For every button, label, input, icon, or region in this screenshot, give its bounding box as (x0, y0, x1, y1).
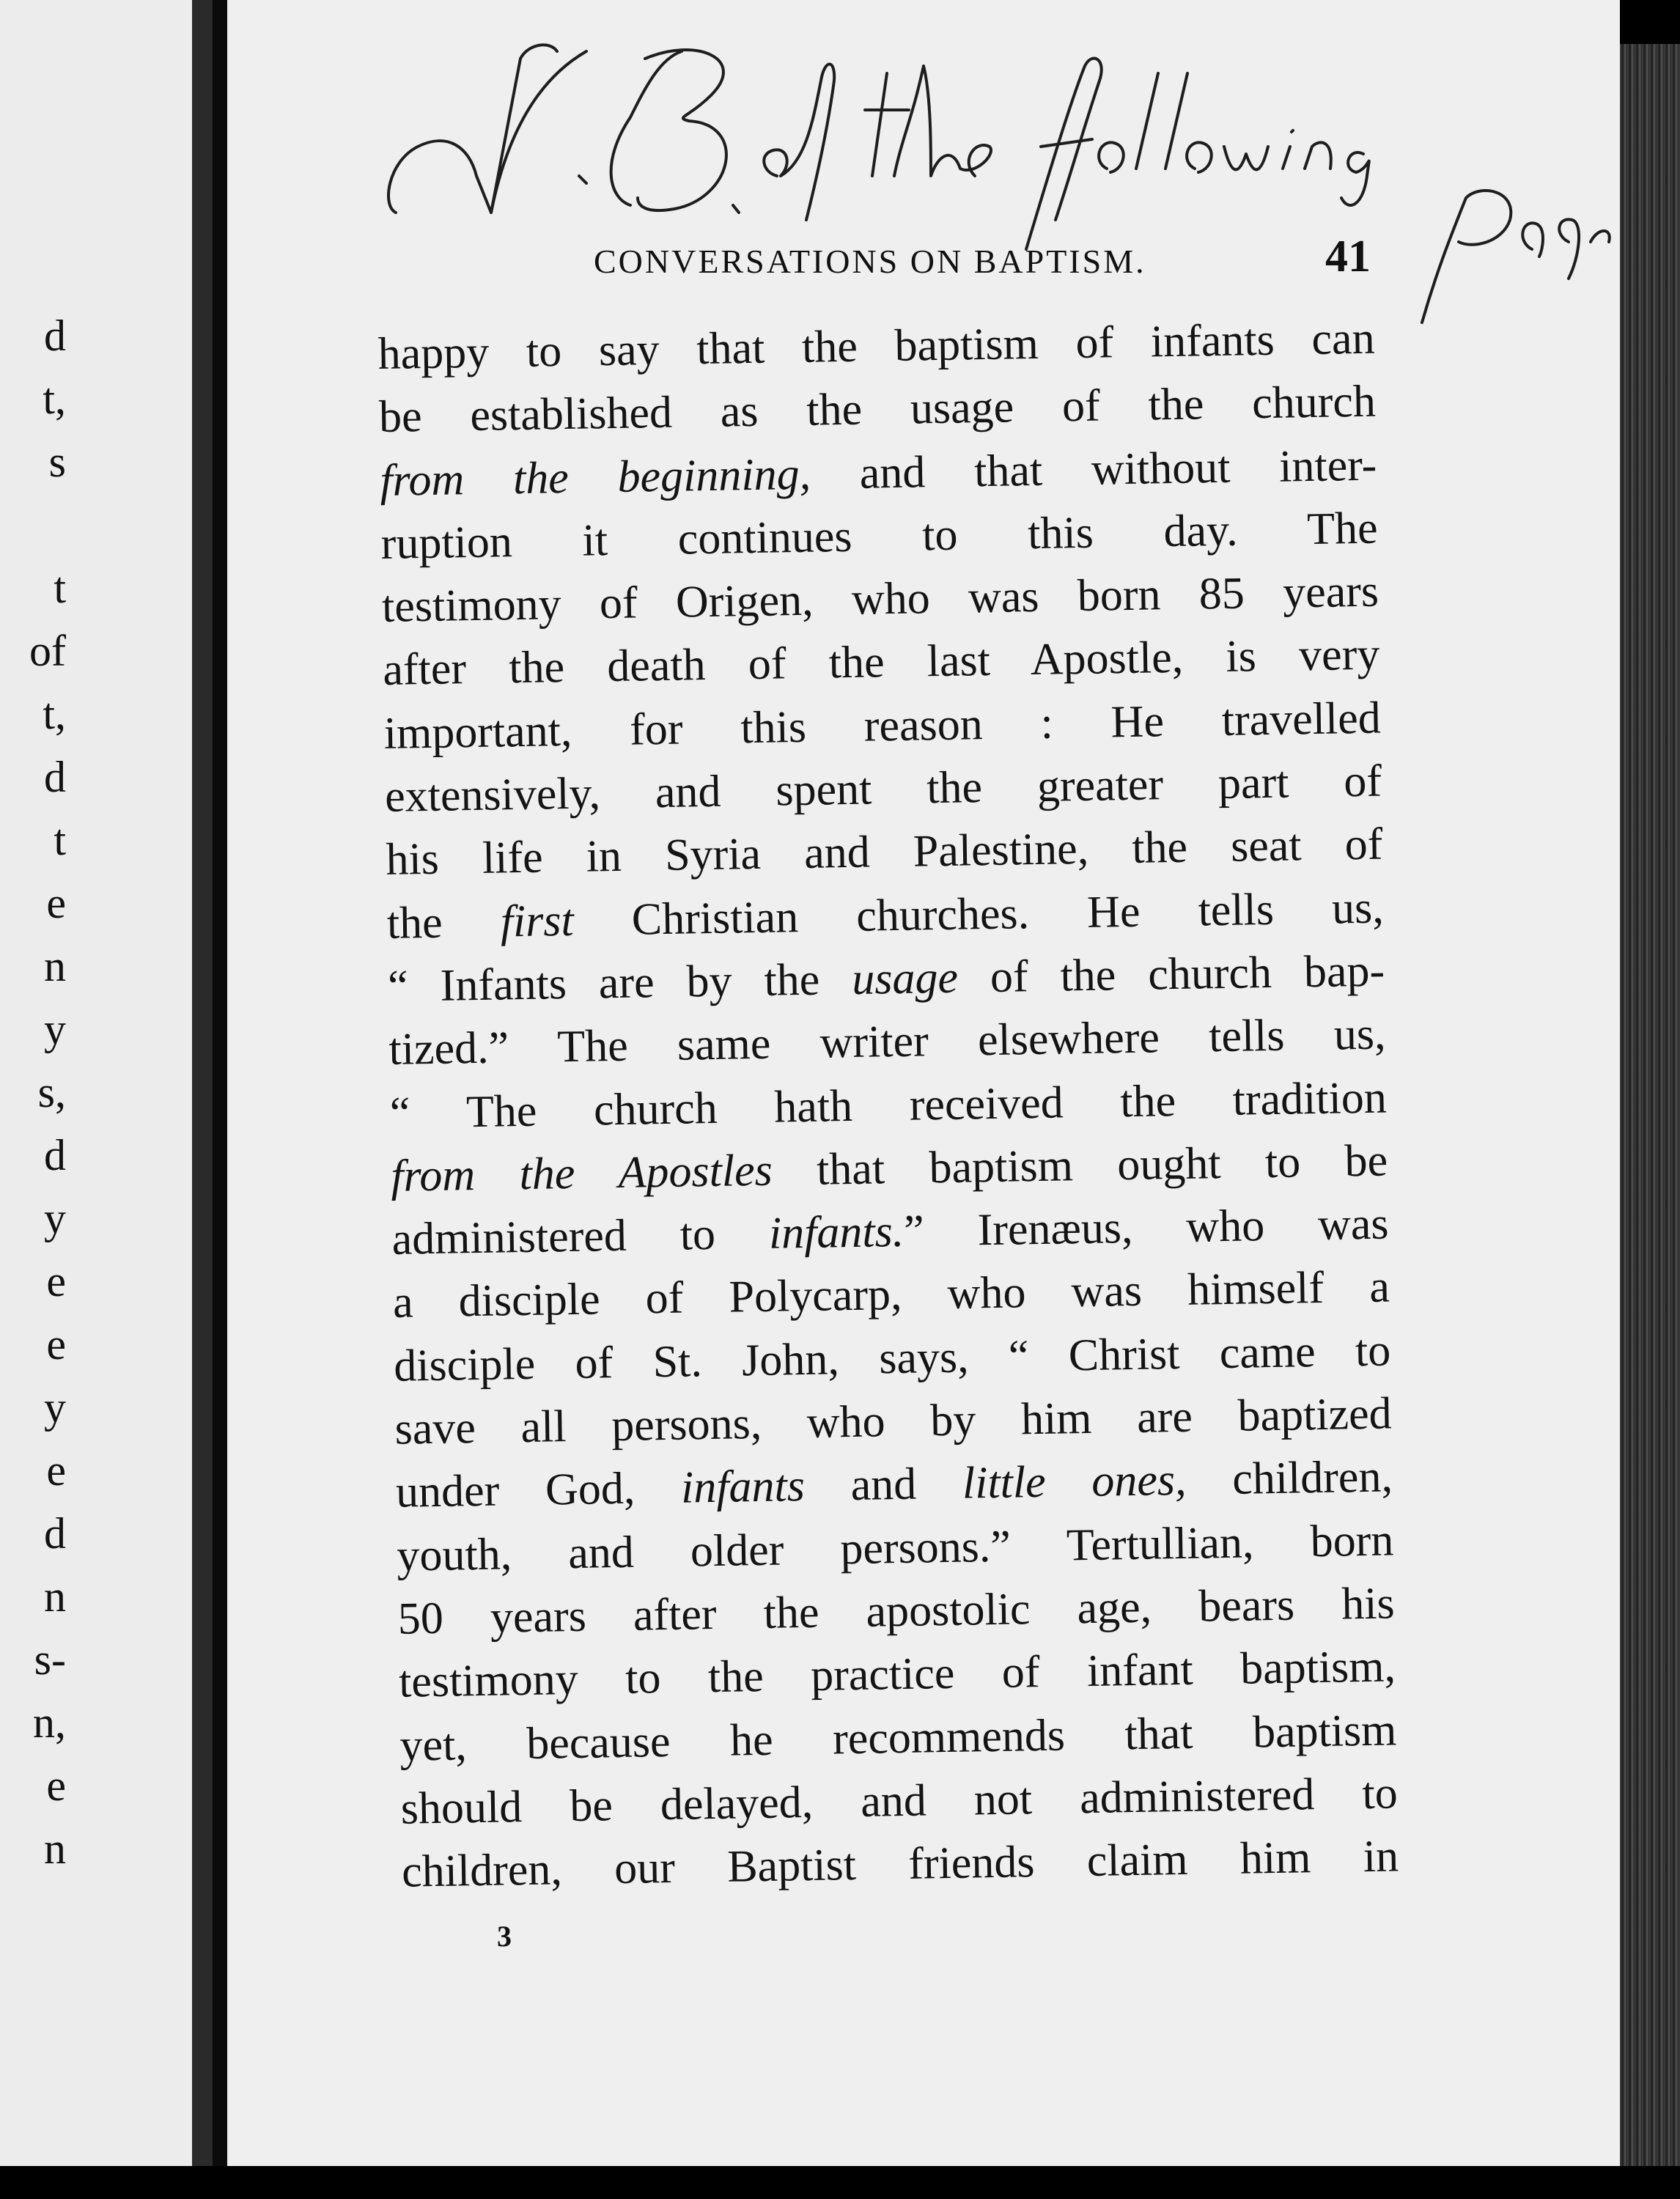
text-run: tized.” The same writer elsewhere tells us, (388, 1009, 1386, 1075)
page-edges (1620, 44, 1680, 2166)
book-gutter-shadow (213, 0, 227, 2166)
text-run: children, our Baptist friends claim him in (401, 1831, 1399, 1897)
italic-text: from the beginning, (379, 449, 811, 506)
text-run: of the church bap- (957, 946, 1385, 1003)
left-page-fragment: e (46, 1761, 66, 1810)
left-page-fragment: e (46, 879, 66, 927)
text-run: 50 years after the apostolic age, bears his (397, 1578, 1396, 1644)
left-page (0, 0, 192, 2166)
left-page-fragment: d (44, 1509, 66, 1558)
left-page-fragment: d (44, 753, 66, 801)
running-head: CONVERSATIONS ON BAPTISM. (594, 243, 1146, 280)
text-run: important, for this reason : He travelled (383, 693, 1382, 759)
left-page-fragment: of (29, 627, 66, 675)
text-run: ” Irenæus, who was (903, 1198, 1390, 1257)
text-run: ruption it continues to this day. The (380, 503, 1379, 569)
book-gutter (192, 0, 213, 2166)
left-page-fragment: s- (34, 1635, 66, 1684)
left-page-fragment: d (44, 1131, 66, 1179)
left-page-fragment (0, 493, 66, 556)
left-page-fragment: n (44, 942, 66, 990)
left-page-fragment: e (46, 1257, 66, 1305)
text-run: administered to (391, 1208, 770, 1264)
left-page-fragment: t (54, 816, 66, 864)
left-page-fragment: s (48, 438, 66, 486)
text-run: and (804, 1459, 963, 1511)
text-run: happy to say that the baptism of infants can (377, 313, 1376, 379)
left-page-fragment: t (54, 564, 66, 612)
text-run: extensively, and spent the greater part of (384, 756, 1382, 822)
text-run: a disciple of Polycarp, who was himself a (392, 1261, 1390, 1328)
text-run: “ The church hath received the tradition (389, 1072, 1388, 1138)
text-run: youth, and older persons.” Tertullian, born (396, 1515, 1394, 1581)
left-page-fragment: d (44, 312, 66, 360)
text-run: and that without inter- (810, 440, 1377, 499)
text-run: be established as the usage of the church (378, 376, 1377, 443)
left-page-fragment: t, (43, 375, 66, 423)
bottom-shadow (0, 2166, 1680, 2199)
text-run: under God, (395, 1463, 682, 1518)
page-number: 41 (1325, 232, 1371, 281)
italic-text: usage (851, 952, 959, 1004)
left-page-fragment: e (46, 1320, 66, 1369)
text-run: disciple of St. John, says, “ Christ came to (393, 1325, 1391, 1391)
body-text (377, 307, 1399, 1904)
left-page-fragment: y (44, 1194, 66, 1242)
italic-text: first (500, 895, 575, 947)
text-run: the (386, 896, 501, 949)
left-page-fragment: y (44, 1005, 66, 1053)
left-page-fragment: n, (33, 1698, 66, 1747)
text-run: save all persons, who by him are baptized (394, 1388, 1393, 1454)
text-run: yet, because he recommends that baptism (399, 1704, 1397, 1771)
text-run: testimony to the practice of infant baptism, (398, 1641, 1396, 1708)
signature-mark: 3 (497, 1920, 512, 1953)
text-run: “ Infants are by the (387, 954, 852, 1012)
text-run: testimony of Origen, who was born 85 years (381, 566, 1379, 633)
left-page-fragment: s, (37, 1068, 66, 1116)
left-page-fragment: e (46, 1446, 66, 1495)
left-page-text-fragments (0, 304, 66, 1880)
italic-text: from the Apostles (390, 1145, 773, 1201)
text-run: after the death of the last Apostle, is very (382, 630, 1380, 696)
italic-text: little ones, (962, 1455, 1187, 1509)
italic-text: infants. (768, 1207, 905, 1259)
text-run: Christian churches. He tells us, (573, 883, 1385, 946)
text-run: children, (1185, 1451, 1393, 1506)
text-run: his life in Syria and Palestine, the seat of (385, 819, 1383, 885)
left-page-fragment: n (44, 1572, 66, 1621)
text-run: should be delayed, and not administered to (400, 1768, 1399, 1834)
text-run: that baptism ought to be (772, 1135, 1388, 1196)
left-page-fragment: n (44, 1824, 66, 1873)
left-page-fragment: t, (43, 690, 66, 738)
left-page-fragment: y (44, 1383, 66, 1432)
italic-text: infants (680, 1461, 806, 1514)
